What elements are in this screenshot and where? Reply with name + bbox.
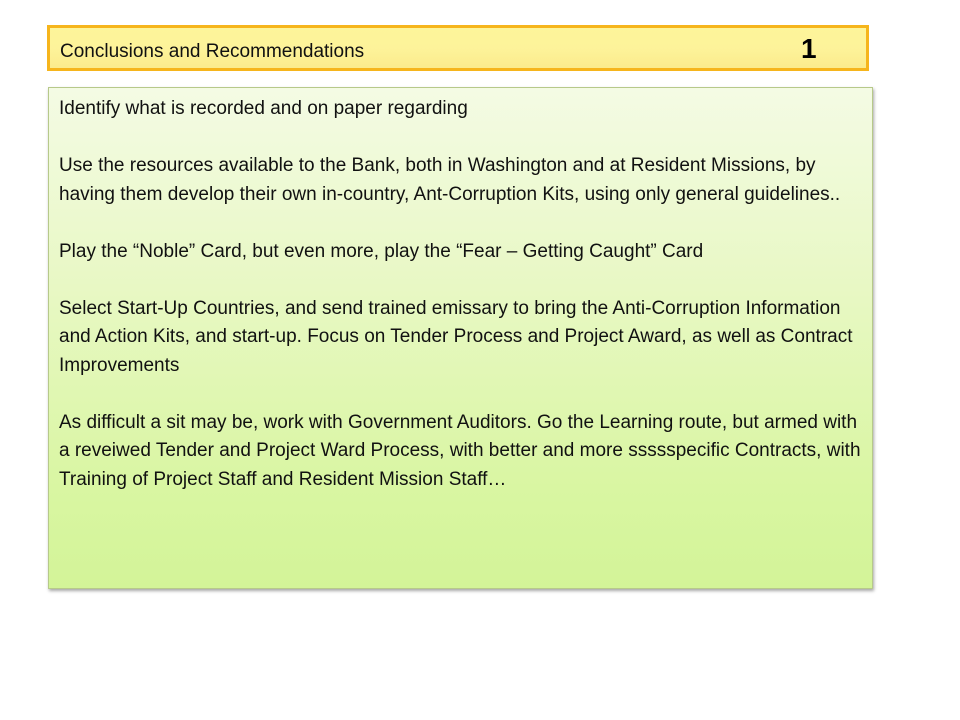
- paragraph-start-up: Select Start-Up Countries, and send trained emissary to bring the Anti-Corruption Information and Action Kits, and start-up. Focus on Tender Process and Project Award, as well as Contract Improvements: [59, 297, 853, 376]
- title-box: [47, 25, 869, 71]
- content-body: [59, 95, 864, 523]
- slide-number: 1: [801, 33, 817, 64]
- content-box: [48, 87, 873, 589]
- paragraph-resources: Use the resources available to the Bank, both in Washington and at Resident Missions, by having them develop their own in-country, Ant-Corruption Kits, using only general guidelines..: [59, 155, 841, 205]
- paragraph-identify: Identify what is recorded and on paper regarding: [59, 98, 468, 119]
- slide-title: Conclusions and Recommendations: [60, 41, 365, 62]
- paragraph-auditors: As difficult a sit may be, work with Government Auditors. Go the Learning route, but armed with a reveiwed Tender and Project Ward Process, with better and more ssssspecific Contracts, with Training of Project Staff and Resident Mission Staff…: [59, 411, 861, 490]
- paragraph-noble-card: Play the “Noble” Card, but even more, play the “Fear – Getting Caught” Card: [59, 240, 704, 262]
